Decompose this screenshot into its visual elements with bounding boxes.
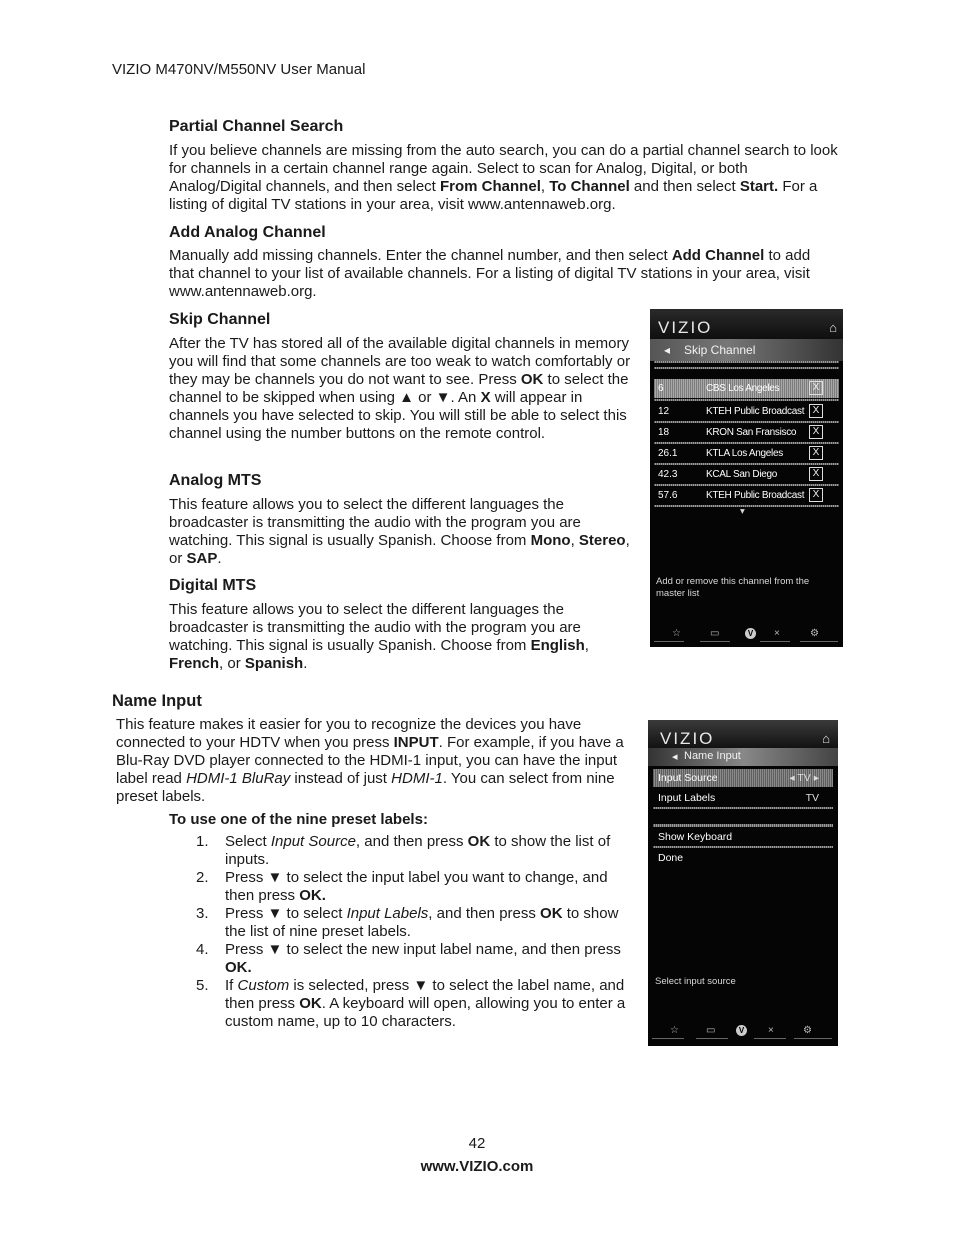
name-input-heading: Name Input [112,692,202,710]
divider [653,846,833,848]
list-item: 5. If Custom is selected, press ▼ to select the label name, and then press OK. A keyboard will open, allowing you to enter a custom name, up to 10 characters. [196,977,626,1030]
v-button-icon: V [745,628,756,639]
exit-icon: × [774,628,780,639]
vizio-logo: VIZIO [660,729,715,748]
input-source-row[interactable]: Input Source ◂ TV ▸ [653,769,833,787]
gear-icon: ⚙ [803,1025,812,1036]
skip-channel-heading: Skip Channel [169,311,271,328]
divider [654,399,839,401]
home-icon: ⌂ [822,731,830,746]
star-icon: ☆ [670,1025,679,1036]
page-header: VIZIO M470NV/M550NV User Manual [112,61,366,78]
skip-checkbox[interactable]: X [809,381,823,395]
divider [654,361,839,363]
list-item: 4. Press ▼ to select the new input label name, and then press OK. [196,941,621,976]
closed-caption-icon: ▭ [710,628,720,639]
channel-row[interactable]: 57.6 KTEH Public Broadcast X [654,486,839,505]
divider [654,367,839,369]
star-icon: ☆ [672,628,681,639]
channel-row[interactable]: 26.1 KTLA Los Angeles X [654,444,839,463]
preset-labels-subheading: To use one of the nine preset labels: [169,811,428,828]
add-analog-channel-text: Manually add missing channels. Enter the channel number, and then select Add Channel to add that channel to your list of available channels. For a listing of digital TV stations in your area, visit www.antennaweb.org. [169,247,811,300]
channel-row[interactable]: 12 KTEH Public Broadcast X [654,402,839,421]
divider [654,505,839,507]
remote-key-bar [650,628,843,642]
name-input-text: This feature makes it easier for you to recognize the devices you have connected to your HDTV when you press INPUT. For example, if you have a Blu-Ray DVD player connected to the HDMI-1 input, you can have the input label read HDMI-1 BluRay instead of just HDMI-1. You can select from nine preset labels. [116,716,624,805]
partial-channel-search-text: If you believe channels are missing from the auto search, you can do a partial channel search to look for channels in a certain channel range again. Select to scan for Analog, Digital, or both Analog/Digital channels, and then select From Channel, To Channel and then select Start. For a listing of digital TV stations in your area, visit www.antennaweb.org. [169,142,838,213]
list-item: 2. Press ▼ to select the input label you want to change, and then press OK. [196,869,608,904]
preset-label-steps [196,833,631,1031]
screen-title: Skip Channel [684,343,756,357]
gear-icon: ⚙ [810,628,819,639]
skip-channel-text: After the TV has stored all of the available digital channels in memory you will find that some channels are too weak to watch comfortably or they may be channels you do not want to see. Press OK to select the channel to be skipped when using ▲ or ▼. An X will appear in channels you have selected to skip. You will still be able to select this channel using the number buttons on the remote control. [169,335,631,442]
back-arrow-icon: ◂ [672,751,678,763]
digital-mts-heading: Digital MTS [169,577,257,594]
footer-url[interactable]: www.VIZIO.com [420,1158,534,1175]
partial-channel-search-heading: Partial Channel Search [169,118,344,135]
skip-checkbox[interactable]: X [809,425,823,439]
vizio-logo: VIZIO [658,318,713,337]
skip-checkbox[interactable]: X [809,404,823,418]
scroll-down-icon[interactable]: ▾ [740,506,745,517]
skip-checkbox[interactable]: X [809,446,823,460]
closed-caption-icon: ▭ [706,1025,716,1036]
show-keyboard-button[interactable]: Show Keyboard [658,831,733,843]
help-text: Select input source [655,976,736,987]
help-text: Add or remove this channel from the master list [656,576,810,599]
exit-icon: × [768,1025,774,1036]
list-item: 3. Press ▼ to select Input Labels, and then press OK to show the list of nine preset labels. [196,905,619,940]
channel-row[interactable]: 42.3 KCAL San Diego X [654,465,839,484]
analog-mts-text: This feature allows you to select the different languages the broadcaster is transmitting the audio with the program you are watching. This signal is usually Spanish. Choose from Mono, Stereo, or SAP. [169,496,630,567]
name-input-screen [648,720,838,1046]
skip-checkbox[interactable]: X [809,488,823,502]
add-analog-channel-heading: Add Analog Channel [169,224,326,241]
back-arrow-icon: ◂ [664,343,671,357]
screen-title: Name Input [684,750,741,762]
input-labels-row[interactable]: Input Labels TV [658,792,819,804]
list-item: 1. Select Input Source, and then press OK to show the list of inputs. [196,833,611,868]
digital-mts-text: This feature allows you to select the different languages the broadcaster is transmitting the audio with the program you are watching. This signal is usually Spanish. Choose from English, French, or Spanish. [169,601,589,672]
skip-checkbox[interactable]: X [809,467,823,481]
divider [653,807,833,809]
done-button[interactable]: Done [658,852,684,864]
skip-channel-screen [650,309,843,647]
page-number: 42 [468,1135,486,1152]
v-button-icon: V [736,1025,747,1036]
remote-key-bar [648,1025,838,1039]
channel-row[interactable]: 6 CBS Los Angeles X [654,379,839,398]
channel-row[interactable]: 18 KRON San Fransisco X [654,423,839,442]
home-icon: ⌂ [829,320,837,335]
analog-mts-heading: Analog MTS [169,472,262,489]
divider [653,824,833,827]
